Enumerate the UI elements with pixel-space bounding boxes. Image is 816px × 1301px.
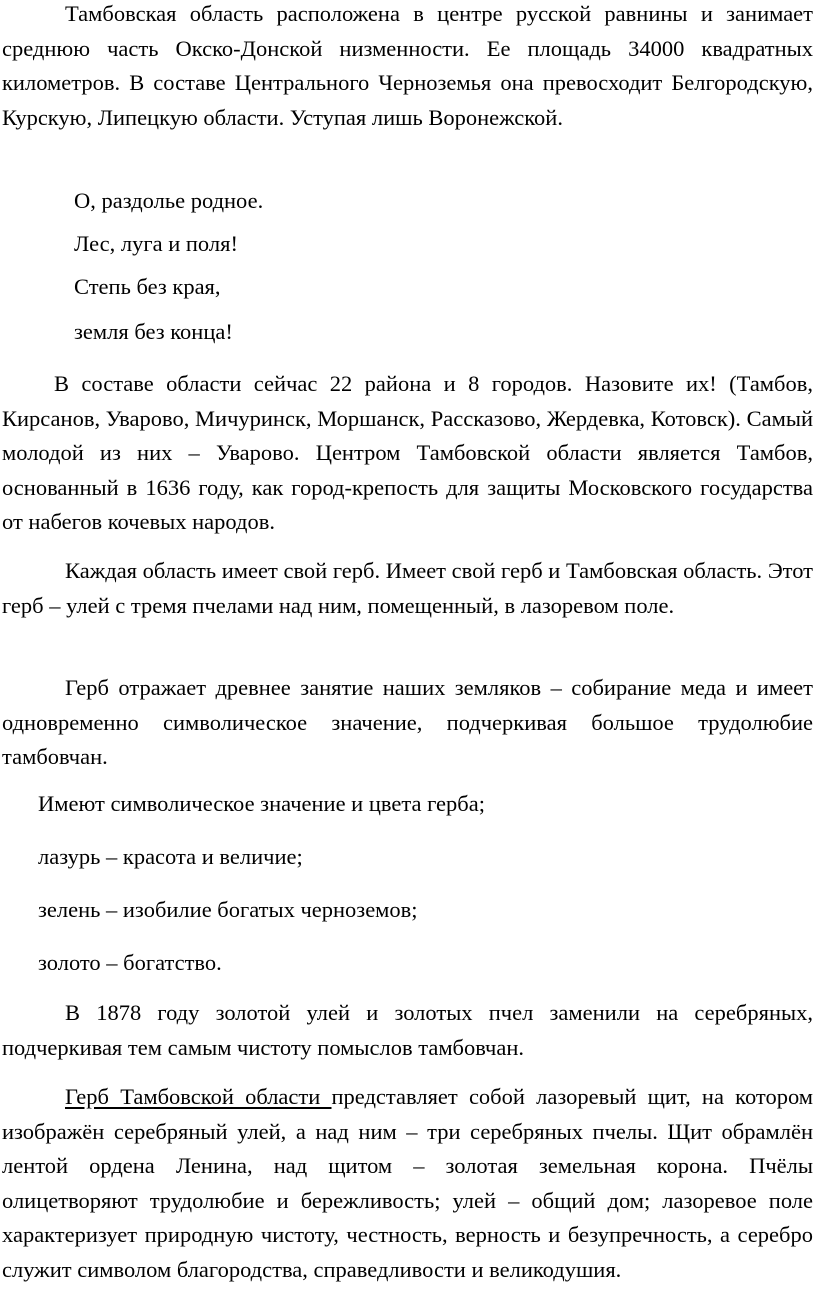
underlined-title-text: Герб Тамбовской области — [65, 1084, 332, 1109]
colors-list-item-green: зелень – изобилие богатых черноземов; — [38, 897, 418, 922]
colors-list-heading: Имеют символическое значение и цвета герба; — [38, 791, 485, 816]
colors-list-item-gold: золото – богатство. — [38, 950, 222, 975]
verse-line-1: О, раздолье родное. — [74, 188, 264, 213]
paragraph-region-description: Тамбовская область расположена в центре русской равнины и занимает среднюю часть Окско-Донской низменности. Ее площадь 34000 квадратных километров. В составе Центрального Черноземья она превосходит Белгородскую, Курскую, Липецкую области. Уступая лишь Воронежской. — [2, 1, 813, 130]
coat-of-arms-description-text: представляет собой лазоревый щит, на котором изображён серебряный улей, а над ним – три серебряных пчелы. Щит обрамлён лентой ордена Ленина, над щитом – золотая земельная корона. Пчёлы олицетворяют трудолюбие и бережливость; улей – общий дом; лазоревое поле характеризует природную чистоту, честность, верность и безупречность, а серебро служит символом благородства, справедливости и великодушия. — [2, 1084, 814, 1282]
paragraph-coat-of-arms-intro: Каждая область имеет свой герб. Имеет свой герб и Тамбовская область. Этот герб – улей с тремя пчелами над ним, помещенный, в лазоревом поле. — [2, 558, 813, 618]
paragraph-1878-change: В 1878 году золотой улей и золотых пчел заменили на серебряных, подчеркивая тем самым чистоту помыслов тамбовчан. — [2, 1000, 813, 1060]
paragraph-districts-and-cities: В составе области сейчас 22 района и 8 городов. Назовите их! (Тамбов, Кирсанов, Уварово, Мичуринск, Моршанск, Рассказово, Жердевка, Котовск). Самый молодой из них – Уварово. Центром Тамбовской области является Тамбов, основанный в 1636 году, как город-крепость для защиты Московского государства от набегов кочевых народов. — [2, 371, 813, 534]
paragraph-coat-of-arms-description — [2, 1080, 813, 1287]
colors-list-item-azure: лазурь – красота и величие; — [38, 844, 303, 869]
verse-line-4: земля без конца! — [74, 319, 233, 344]
verse-line-2: Лес, луга и поля! — [74, 231, 238, 256]
verse-line-3: Степь без края, — [74, 274, 221, 299]
paragraph-coat-of-arms-meaning: Герб отражает древнее занятие наших земляков – собирание меда и имеет одновременно символическое значение, подчеркивая большое трудолюбие тамбовчан. — [2, 675, 813, 769]
